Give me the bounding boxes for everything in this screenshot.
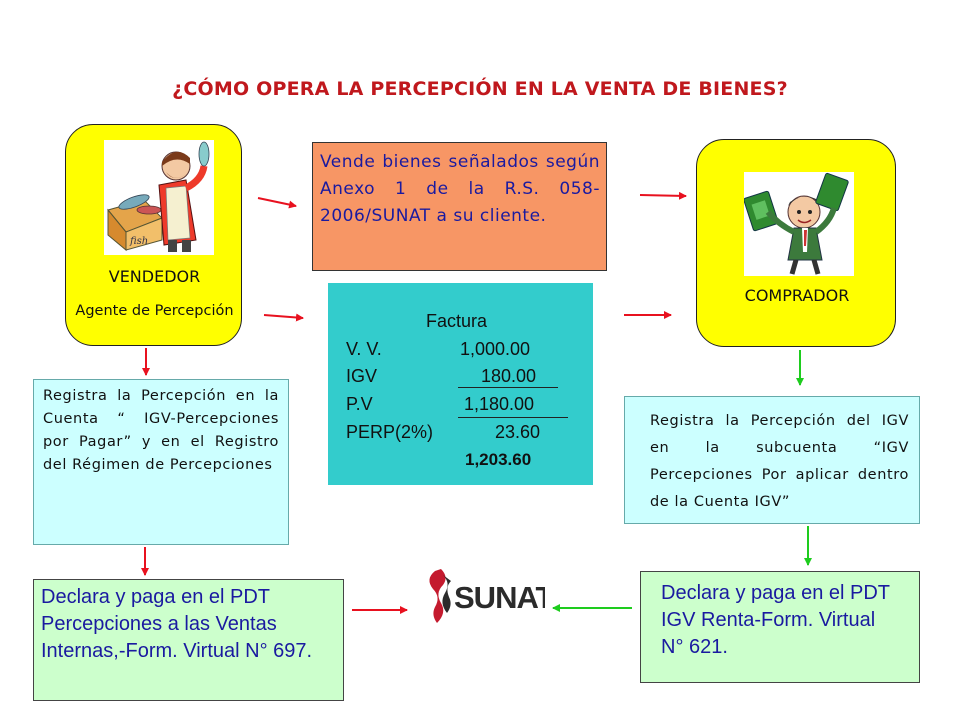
comprador-label: COMPRADOR <box>744 286 850 305</box>
arrow-vende-to-comprador <box>640 195 686 196</box>
factura-title: Factura <box>426 311 488 331</box>
factura-row-value: 180.00 <box>481 366 537 386</box>
factura-row-value: 1,000.00 <box>460 339 531 359</box>
vendedor-sublabel: Agente de Percepción <box>75 303 234 319</box>
factura-row-label: V. V. <box>346 339 382 359</box>
factura-row-value: 23.60 <box>495 422 541 442</box>
factura-row-value: 1,180.00 <box>464 394 535 414</box>
vende-bienes-box: Vende bienes señalados según Anexo 1 de la R.S. 058-2006/SUNAT a su cliente. <box>312 142 607 271</box>
vendedor-label: VENDEDOR <box>108 267 201 286</box>
arrow-vendedor-to-vende <box>258 198 296 206</box>
svg-text:fish: fish <box>130 236 149 247</box>
registra-vendedor-box: Registra la Percepción en la Cuenta “ IGV-Percepciones por Pagar” y en el Registro del Régimen de Percepciones <box>33 379 289 545</box>
page-title: ¿CÓMO OPERA LA PERCEPCIÓN EN LA VENTA DE BIENES? <box>172 78 788 100</box>
registra-comprador-box: Registra la Percepción del IGV en la subcuenta “IGV Percepciones Por aplicar dentro de la Cuenta IGV” <box>624 396 920 524</box>
factura-row-label: P.V <box>346 394 373 414</box>
factura-row-label: IGV <box>346 366 378 386</box>
factura-total: 1,203.60 <box>465 450 532 469</box>
svg-text:SUNAT: SUNAT <box>454 580 545 615</box>
arrow-vendedor-to-factura <box>264 315 303 318</box>
factura-row-label: PERP(2%) <box>346 422 434 442</box>
declara-vendedor-box: Declara y paga en el PDT Percepciones a las Ventas Internas,-Form. Virtual N° 697. <box>33 579 344 701</box>
declara-comprador-box: Declara y paga en el PDT IGV Renta-Form. Virtual N° 621. <box>640 571 920 683</box>
